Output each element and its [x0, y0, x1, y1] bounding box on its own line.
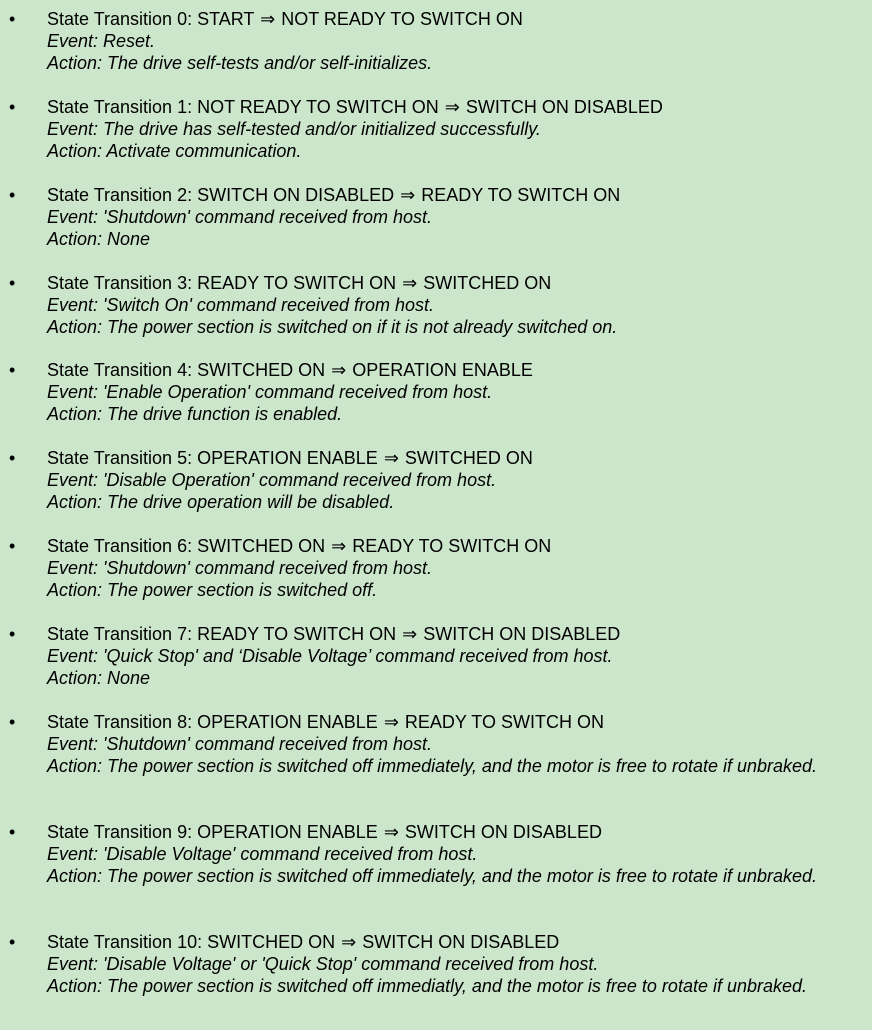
bullet: •: [9, 360, 16, 380]
bullet: •: [9, 712, 16, 732]
bullet: •: [9, 624, 16, 644]
transition-body: [47, 821, 837, 887]
transition-event: Event: 'Switch On' command received from host.: [47, 295, 435, 315]
transition-to: SWITCHED ON: [404, 448, 533, 468]
transition-to: SWITCH ON DISABLED: [362, 932, 560, 952]
transition-from: State Transition 0: START: [47, 9, 255, 29]
transition-from: State Transition 3: READY TO SWITCH ON: [47, 273, 397, 293]
transition-to: OPERATION ENABLE: [352, 360, 533, 380]
transition-title: [47, 272, 837, 294]
transition-event: Event: The drive has self-tested and/or initialized successfully.: [47, 119, 541, 139]
arrow-icon: ⇒: [383, 822, 399, 842]
bullet: •: [9, 9, 16, 29]
transition-title: [47, 447, 837, 469]
transition-body: [47, 272, 837, 338]
transition-title: [47, 711, 837, 733]
transition-event: Event: 'Enable Operation' command received from host.: [47, 382, 493, 402]
transition-event: Event: 'Shutdown' command received from host.: [47, 734, 433, 754]
transition-body: [47, 96, 837, 162]
bullet: •: [9, 185, 16, 205]
transition-title: [47, 184, 837, 206]
transition-title: [47, 821, 837, 843]
arrow-icon: ⇒: [331, 360, 347, 380]
transition-to: SWITCH ON DISABLED: [465, 97, 663, 117]
transition-body: [47, 447, 837, 513]
transition-action: Action: The power section is switched off immediatly, and the motor is free to rotate if unbraked.: [47, 976, 808, 996]
transition-to: SWITCH ON DISABLED: [423, 624, 621, 644]
transition-body: [47, 535, 837, 601]
transition-action: Action: The power section is switched off immediately, and the motor is free to rotate if unbraked.: [47, 756, 818, 776]
transition-action: Action: The drive self-tests and/or self-initializes.: [47, 53, 433, 73]
transition-from: State Transition 10: SWITCHED ON: [47, 932, 336, 952]
transition-from: State Transition 4: SWITCHED ON: [47, 360, 326, 380]
transition-event: Event: 'Shutdown' command received from host.: [47, 207, 433, 227]
transition-body: [47, 184, 837, 250]
transition-to: READY TO SWITCH ON: [421, 185, 621, 205]
transition-to: SWITCH ON DISABLED: [404, 822, 602, 842]
arrow-icon: ⇒: [400, 185, 416, 205]
transition-event: Event: 'Shutdown' command received from host.: [47, 558, 433, 578]
bullet: •: [9, 97, 16, 117]
transition-action: Action: The drive function is enabled.: [47, 404, 343, 424]
transition-action: Action: The drive operation will be disabled.: [47, 492, 395, 512]
transition-action: Action: The power section is switched on if it is not already switched on.: [47, 317, 618, 337]
bullet: •: [9, 822, 16, 842]
transition-to: SWITCHED ON: [423, 273, 552, 293]
transition-body: [47, 623, 837, 689]
bullet: •: [9, 273, 16, 293]
arrow-icon: ⇒: [402, 273, 418, 293]
transition-action: Action: None: [47, 229, 151, 249]
transition-from: State Transition 1: NOT READY TO SWITCH ON: [47, 97, 439, 117]
transition-action: Action: The power section is switched off.: [47, 580, 378, 600]
transition-from: State Transition 7: READY TO SWITCH ON: [47, 624, 397, 644]
transition-from: State Transition 5: OPERATION ENABLE: [47, 448, 378, 468]
transition-from: State Transition 6: SWITCHED ON: [47, 536, 326, 556]
transition-event: Event: 'Disable Operation' command received from host.: [47, 470, 497, 490]
arrow-icon: ⇒: [341, 932, 357, 952]
arrow-icon: ⇒: [402, 624, 418, 644]
arrow-icon: ⇒: [444, 97, 460, 117]
transition-from: State Transition 9: OPERATION ENABLE: [47, 822, 378, 842]
transition-action: Action: Activate communication.: [47, 141, 302, 161]
arrow-icon: ⇒: [331, 536, 347, 556]
transition-title: [47, 96, 837, 118]
transition-to: NOT READY TO SWITCH ON: [281, 9, 523, 29]
transition-event: Event: 'Disable Voltage' command received from host.: [47, 844, 478, 864]
transition-title: [47, 535, 837, 557]
transition-from: State Transition 8: OPERATION ENABLE: [47, 712, 378, 732]
transition-body: [47, 359, 837, 425]
transition-event: Event: 'Quick Stop' and ‘Disable Voltage’ command received from host.: [47, 646, 613, 666]
transition-event: Event: 'Disable Voltage' or 'Quick Stop' command received from host.: [47, 954, 599, 974]
transition-title: [47, 359, 837, 381]
bullet: •: [9, 932, 16, 952]
transition-to: READY TO SWITCH ON: [404, 712, 604, 732]
transition-action: Action: The power section is switched off immediately, and the motor is free to rotate if unbraked.: [47, 866, 818, 886]
bullet: •: [9, 536, 16, 556]
arrow-icon: ⇒: [260, 9, 276, 29]
transition-action: Action: None: [47, 668, 151, 688]
arrow-icon: ⇒: [383, 712, 399, 732]
transition-title: [47, 931, 837, 953]
bullet: •: [9, 448, 16, 468]
transition-to: READY TO SWITCH ON: [352, 536, 552, 556]
transition-from: State Transition 2: SWITCH ON DISABLED: [47, 185, 395, 205]
transition-event: Event: Reset.: [47, 31, 156, 51]
transition-body: [47, 931, 837, 997]
transition-body: [47, 8, 837, 74]
transition-title: [47, 8, 837, 30]
transition-title: [47, 623, 837, 645]
arrow-icon: ⇒: [383, 448, 399, 468]
transition-body: [47, 711, 837, 777]
